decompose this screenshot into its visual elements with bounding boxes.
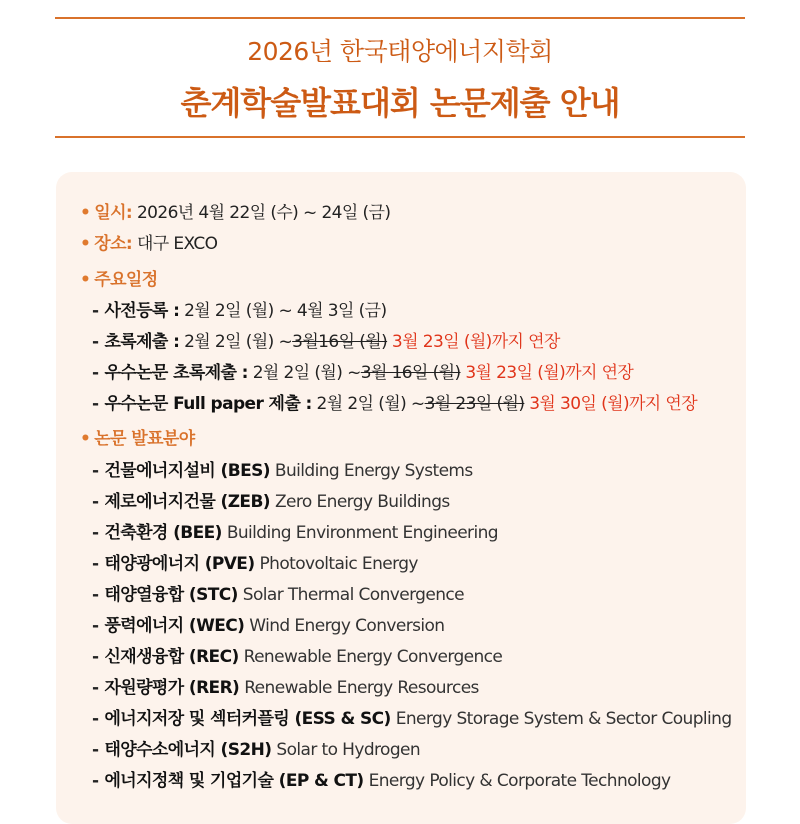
field-ko: 건축환경 (BEE) bbox=[104, 523, 222, 543]
field-en: Renewable Energy Convergence bbox=[243, 647, 503, 667]
fields-label: 논문 발표분야 bbox=[94, 429, 195, 449]
schedule-value: 2월 2일 (월) ~ bbox=[184, 332, 293, 352]
field-en: Photovoltaic Energy bbox=[259, 554, 418, 574]
schedule-label: 주요일정 bbox=[94, 270, 158, 290]
schedule-name: 사전등록 : bbox=[104, 301, 180, 321]
date-value: 2026년 4월 22일 (수) ~ 24일 (금) bbox=[136, 203, 391, 223]
field-ko: 태양열융합 (STC) bbox=[104, 585, 238, 605]
schedule-value: 2월 2일 (월) ~ bbox=[316, 394, 425, 414]
field-en: Solar to Hydrogen bbox=[276, 740, 421, 760]
dash-icon: - bbox=[92, 363, 99, 383]
field-en: Wind Energy Conversion bbox=[249, 616, 445, 636]
bottom-divider bbox=[55, 136, 745, 138]
field-item bbox=[92, 458, 473, 484]
field-item bbox=[92, 613, 444, 639]
field-item bbox=[92, 582, 464, 608]
field-en: Energy Policy & Corporate Technology bbox=[368, 771, 671, 791]
dash-icon: - bbox=[92, 616, 99, 636]
field-ko: 제로에너지건물 (ZEB) bbox=[104, 492, 270, 512]
field-ko: 태양수소에너지 (S2H) bbox=[104, 740, 272, 760]
top-divider bbox=[55, 17, 745, 19]
field-item bbox=[92, 551, 418, 577]
page-title-line2: 춘계학술발표대회 논문제출 안내 bbox=[180, 84, 620, 122]
field-en: Solar Thermal Convergence bbox=[242, 585, 464, 605]
new-deadline: 3월 30일 (월)까지 연장 bbox=[529, 394, 698, 414]
schedule-name: 초록제출 : bbox=[104, 332, 180, 352]
dash-icon: - bbox=[92, 492, 99, 512]
field-en: Zero Energy Buildings bbox=[274, 492, 450, 512]
field-item bbox=[92, 737, 420, 763]
dash-icon: - bbox=[92, 647, 99, 667]
schedule-item bbox=[92, 391, 697, 417]
dash-icon: - bbox=[92, 554, 99, 574]
place-row bbox=[80, 231, 217, 257]
page-title-line1: 2026년 한국태양에너지학회 bbox=[247, 37, 553, 66]
field-en: Energy Storage System & Sector Coupling bbox=[395, 709, 732, 729]
field-ko: 풍력에너지 (WEC) bbox=[104, 616, 245, 636]
field-item bbox=[92, 706, 732, 732]
old-deadline: 3월16일 (월) bbox=[292, 332, 388, 352]
bullet-icon: • bbox=[80, 429, 91, 449]
field-item bbox=[92, 489, 450, 515]
field-ko: 에너지정책 및 기업기술 (EP & CT) bbox=[104, 771, 364, 791]
dash-icon: - bbox=[92, 771, 99, 791]
field-item bbox=[92, 768, 671, 794]
bullet-icon: • bbox=[80, 270, 91, 290]
place-value: 대구 EXCO bbox=[136, 234, 218, 254]
bullet-icon: • bbox=[80, 203, 91, 223]
field-ko: 건물에너지설비 (BES) bbox=[104, 461, 270, 481]
dash-icon: - bbox=[92, 301, 99, 321]
schedule-name: 우수논문 Full paper 제출 : bbox=[104, 394, 312, 414]
dash-icon: - bbox=[92, 461, 99, 481]
field-item bbox=[92, 644, 502, 670]
date-label: 일시: bbox=[94, 203, 133, 223]
schedule-value: 2월 2일 (월) ~ bbox=[252, 363, 361, 383]
new-deadline: 3월 23일 (월)까지 연장 bbox=[465, 363, 634, 383]
old-deadline: 3월 23일 (월) bbox=[424, 394, 525, 414]
field-en: Building Energy Systems bbox=[274, 461, 473, 481]
dash-icon: - bbox=[92, 585, 99, 605]
dash-icon: - bbox=[92, 523, 99, 543]
old-deadline: 3월 16일 (월) bbox=[360, 363, 461, 383]
field-ko: 태양광에너지 (PVE) bbox=[104, 554, 255, 574]
dash-icon: - bbox=[92, 740, 99, 760]
field-item bbox=[92, 675, 479, 701]
field-ko: 자원량평가 (RER) bbox=[104, 678, 240, 698]
new-deadline: 3월 23일 (월)까지 연장 bbox=[391, 332, 560, 352]
schedule-item bbox=[92, 360, 633, 386]
schedule-heading bbox=[80, 267, 158, 293]
place-label: 장소: bbox=[94, 234, 133, 254]
dash-icon: - bbox=[92, 332, 99, 352]
field-en: Building Environment Engineering bbox=[226, 523, 498, 543]
schedule-item bbox=[92, 298, 387, 324]
field-en: Renewable Energy Resources bbox=[244, 678, 479, 698]
dash-icon: - bbox=[92, 394, 99, 414]
date-row bbox=[80, 200, 390, 226]
bullet-icon: • bbox=[80, 234, 91, 254]
dash-icon: - bbox=[92, 709, 99, 729]
fields-heading bbox=[80, 426, 195, 452]
schedule-item bbox=[92, 329, 560, 355]
field-item bbox=[92, 520, 498, 546]
schedule-value: 2월 2일 (월) ~ 4월 3일 (금) bbox=[184, 301, 387, 321]
schedule-name: 우수논문 초록제출 : bbox=[104, 363, 248, 383]
dash-icon: - bbox=[92, 678, 99, 698]
field-ko: 에너지저장 및 섹터커플링 (ESS & SC) bbox=[104, 709, 391, 729]
field-ko: 신재생융합 (REC) bbox=[104, 647, 239, 667]
